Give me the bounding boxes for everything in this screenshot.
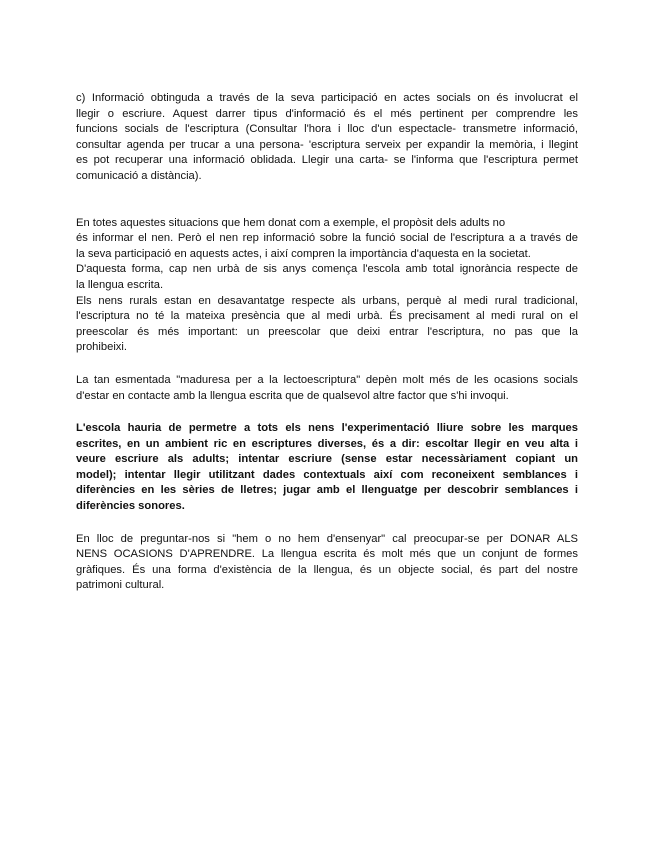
text-line: es pot recuperar una informació oblidada. Llegir una carta- se l'informa que l'escriptura permet <box>76 154 578 167</box>
text-line: En lloc de preguntar-nos si "hem o no hem d'ensenyar" cal preocupar-se per DONAR ALS <box>76 532 578 545</box>
paragraph-spacer <box>76 185 578 216</box>
text-line: NENS OCASIONS D'APRENDRE. La llengua escrita és molt més que un conjunt de formes <box>76 548 578 561</box>
paragraph-maturity <box>76 373 578 404</box>
text-line: c) Informació obtinguda a través de la seva participació en actes socials on és involucrat el <box>76 92 578 104</box>
text-line: funcions socials de l'escriptura (Consultar l'hora i lloc d'un espectacle- transmetre informació, <box>76 123 578 136</box>
text-line: escrites, en un ambient ric en escriptures diverses, és a dir: escoltar llegir en veu alta i <box>76 437 578 450</box>
text-line: diferències en les sèries de lletres; jugar amb el llenguatge per descobrir semblances i <box>76 484 578 497</box>
paragraph-school-recommendations <box>76 421 578 515</box>
text-line: La tan esmentada "maduresa per a la lectoescriptura" depèn molt més de les ocasions socials <box>76 373 578 386</box>
text-line: gràfiques. És una forma d'existència de la llengua, és un objecte social, és part del nostre <box>76 563 578 576</box>
text-line: consultar agenda per trucar a una persona- 'escriptura serveix per expandir la memòria, i llegint <box>76 138 578 151</box>
text-line: l'escriptura no té la mateixa presència que al medi urbà. És precisament al medi rural on el <box>76 310 578 323</box>
paragraph-spacer <box>76 404 578 421</box>
text-line: D'aquesta forma, cap nen urbà de sis anys comença l'escola amb total ignorància respecte de <box>76 263 578 276</box>
text-line: prohibeixi. <box>76 341 127 354</box>
text-line: preescolar és més important: un preescolar que deixi entrar l'escriptura, no pas que la <box>76 325 578 338</box>
text-line: d'estar en contacte amb la llengua escrita que de qualsevol altre factor que s'hi invoqui. <box>76 389 509 402</box>
text-line: diferències sonores. <box>76 500 185 513</box>
text-line: En totes aquestes situacions que hem donat com a exemple, el propòsit dels adults no <box>76 216 506 229</box>
text-line: patrimoni cultural. <box>76 579 165 592</box>
document-page <box>76 91 578 594</box>
paragraph-urban-rural <box>76 216 578 356</box>
text-line: veure escriure als adults; intentar escriure (sense estar necessàriament copiant un <box>76 453 578 466</box>
text-line: la seva participació en aquests actes, i així compren la importància d'aquesta en la societat. <box>76 247 531 260</box>
text-line: és informar el nen. Però el nen rep informació sobre la funció social de l'escriptura a a través de <box>76 232 578 245</box>
paragraph-spacer <box>76 356 578 373</box>
text-line: L'escola hauria de permetre a tots els nens l'experimentació lliure sobre les marques <box>76 422 578 435</box>
text-line: llegir o escriure. Aquest darrer tipus d'informació és el més pertinent per comprendre les <box>76 107 578 120</box>
text-line: la llengua escrita. <box>76 278 164 291</box>
text-line: comunicació a distància). <box>76 169 202 182</box>
text-line: Els nens rurals estan en desavantatge respecte als urbans, perquè al medi rural tradicional, <box>76 294 578 307</box>
paragraph-spacer <box>76 515 578 532</box>
text-line: model); intentar llegir utilitzant dades contextuals així com reconeixent semblances i <box>76 468 578 481</box>
paragraph-learning-opportunities <box>76 532 578 594</box>
paragraph-information-social-acts <box>76 91 578 185</box>
